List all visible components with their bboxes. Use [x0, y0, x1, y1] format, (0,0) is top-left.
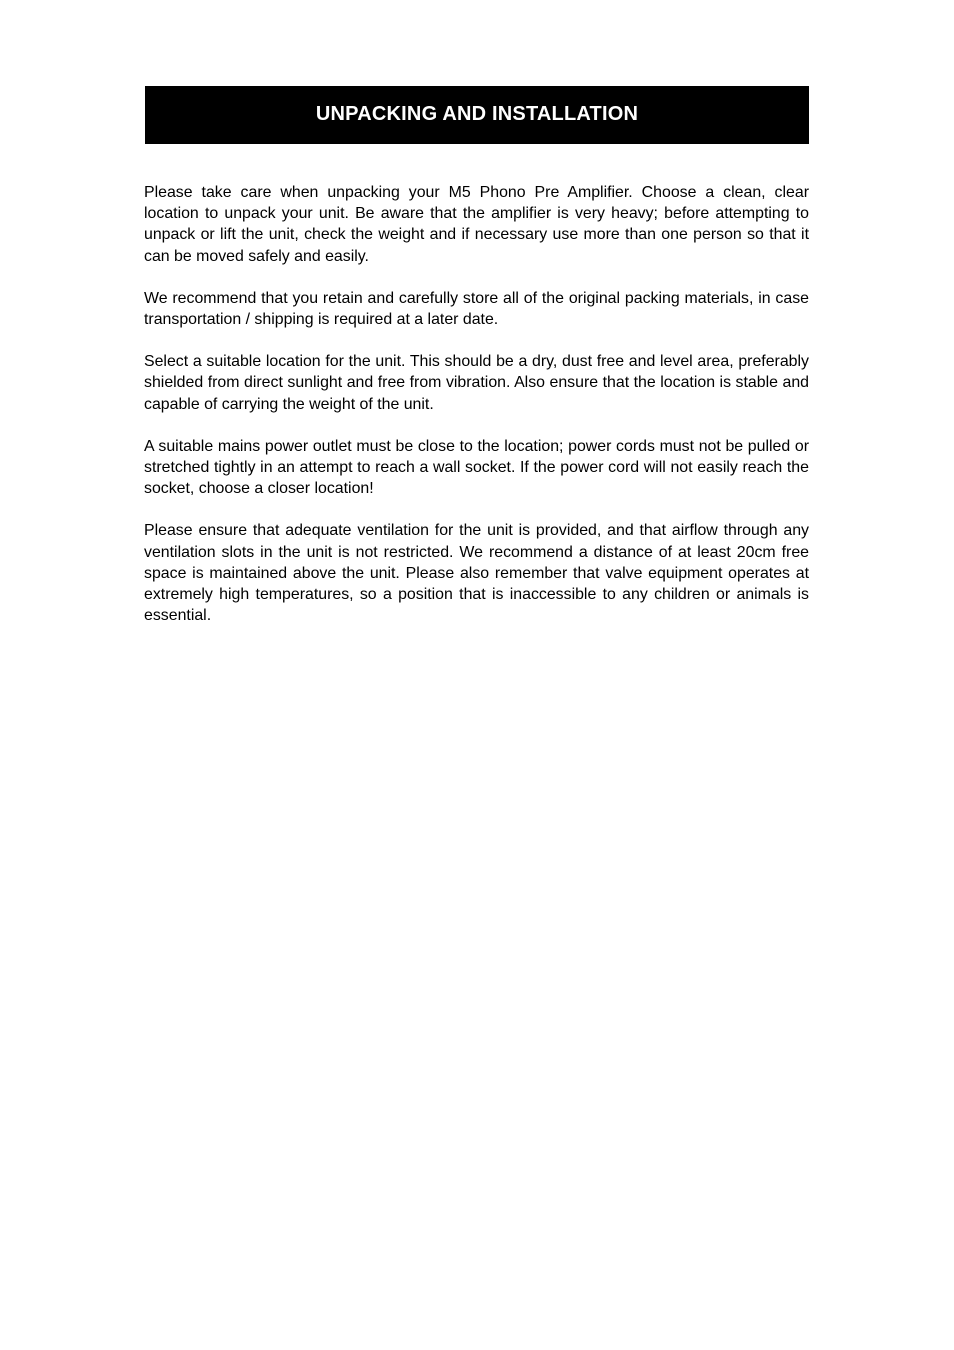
paragraph-unpacking: Please take care when unpacking your M5 Phono Pre Amplifier. Choose a clean, clear location to unpack your unit. Be aware that the amplifier is very heavy; before attempting to unpack or lift the unit, check the weight and if necessary use more than one person so that it can be moved safely and easily. — [144, 184, 809, 265]
paragraph-power-outlet: A suitable mains power outlet must be close to the location; power cords must not be pulled or stretched tightly in an attempt to reach a wall socket. If the power cord will not easily reach the socket, choose a closer location! — [144, 437, 809, 498]
paragraph-ventilation: Please ensure that adequate ventilation for the unit is provided, and that airflow through any ventilation slots in the unit is not restricted. We recommend a distance of at least 20cm free space is maintained above the unit. Please also remember that valve equipment operates at extremely high temperatures, so a position that is inaccessible to any children or animals is essential. — [144, 522, 809, 625]
paragraph-location: Select a suitable location for the unit. This should be a dry, dust free and level area, preferably shielded from direct sunlight and free from vibration. Also ensure that the location is stable and capable of carrying the weight of the unit. — [144, 353, 809, 413]
section-body — [144, 182, 809, 647]
paragraph-packing-materials: We recommend that you retain and carefully store all of the original packing materials, in case transportation / shipping is required at a later date. — [144, 289, 809, 329]
section-heading-bar — [145, 86, 809, 144]
section-heading: UNPACKING AND INSTALLATION — [315, 102, 639, 125]
